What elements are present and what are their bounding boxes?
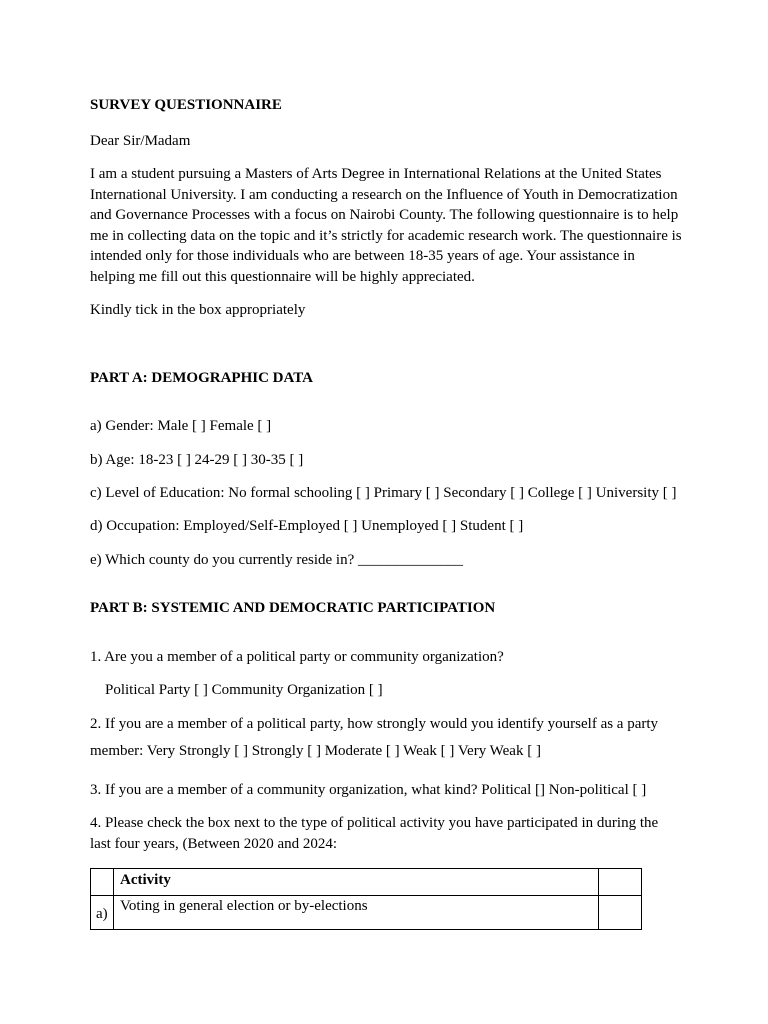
question-4: 4. Please check the box next to the type of political activity you have participated in during the last four years, (Between 2020 and 2024: xyxy=(90,815,659,852)
question-3: 3. If you are a member of a community organization, what kind? Political [] Non-political [ ] xyxy=(90,782,647,798)
question-2-line-1: 2. If you are a member of a political party, how strongly would you identify yourself as a party xyxy=(90,716,659,732)
instruction-text: Kindly tick in the box appropriately xyxy=(90,302,306,318)
part-a-heading: PART A: DEMOGRAPHIC DATA xyxy=(90,370,313,386)
table-row xyxy=(91,896,642,930)
activity-table xyxy=(90,868,642,930)
county-question: e) Which county do you currently reside in? ______________ xyxy=(90,552,463,568)
occupation-question: d) Occupation: Employed/Self-Employed [ ] Unemployed [ ] Student [ ] xyxy=(90,518,524,534)
table-header-label-cell xyxy=(91,869,114,896)
page-title: SURVEY QUESTIONNAIRE xyxy=(90,97,282,113)
table-header-activity: Activity xyxy=(114,869,599,896)
table-row-checkbox[interactable] xyxy=(599,896,642,930)
part-b-heading: PART B: SYSTEMIC AND DEMOCRATIC PARTICIPATION xyxy=(90,600,496,616)
question-2-line-2: member: Very Strongly [ ] Strongly [ ] Moderate [ ] Weak [ ] Very Weak [ ] xyxy=(90,743,541,759)
question-1: 1. Are you a member of a political party or community organization? xyxy=(90,649,504,665)
age-question: b) Age: 18-23 [ ] 24-29 [ ] 30-35 [ ] xyxy=(90,452,304,468)
intro-paragraph: I am a student pursuing a Masters of Arts Degree in International Relations at the United States International University. I am conducting a research on the Influence of Youth in Democratization and Governance Processes with a focus on Nairobi County. The following questionnaire is to help me in collecting data on the topic and it’s strictly for academic research work. The questionnaire is intended only for those individuals who are between 18-35 years of age. Your assistance in helping me fill out this questionnaire will be highly appreciated. xyxy=(90,166,682,285)
table-row-label: a) xyxy=(91,896,114,930)
question-1-options: Political Party [ ] Community Organization [ ] xyxy=(105,682,383,698)
table-header-row xyxy=(91,869,642,896)
gender-question: a) Gender: Male [ ] Female [ ] xyxy=(90,418,272,434)
table-header-check-cell xyxy=(599,869,642,896)
table-row-activity: Voting in general election or by-elections xyxy=(114,896,599,930)
education-question: c) Level of Education: No formal schooling [ ] Primary [ ] Secondary [ ] College [ ] University [ ] xyxy=(90,485,677,501)
salutation: Dear Sir/Madam xyxy=(90,133,191,149)
